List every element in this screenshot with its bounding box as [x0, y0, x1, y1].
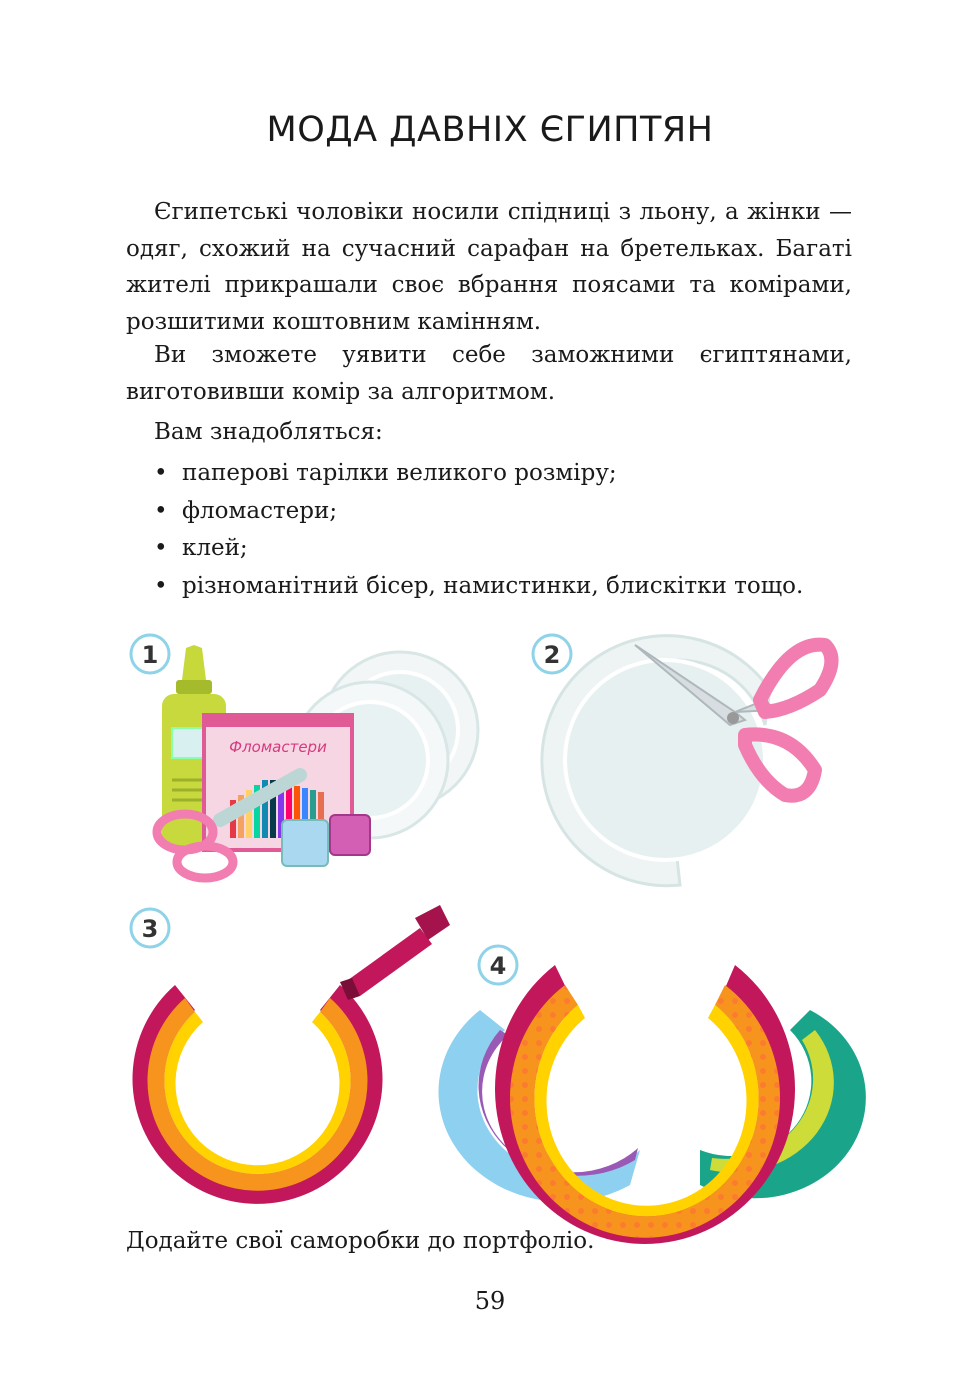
step-number: 1: [141, 641, 159, 669]
step-number: 2: [543, 641, 561, 669]
marker-icon: [340, 905, 450, 1000]
materials-heading: Вам знадобляться:: [154, 419, 383, 445]
intro-paragraph: Єгипетські чоловіки носили спідниці з льону, а жінки — одяг, схожий на сучасний сарафан на бретельках. Багаті жителі прикрашали своє вбрання поясами та комірами, розшитими коштовним камінням.: [126, 199, 852, 335]
bead-box-icon: [330, 815, 370, 855]
bead-box-icon: [282, 820, 328, 866]
list-item: • фломастери;: [154, 497, 338, 524]
instruction-paragraph: Ви зможете уявити себе заможними єгиптянами, виготовивши комір за алгоритмом.: [126, 342, 852, 405]
footer-note: Додайте свої саморобки до портфоліо.: [126, 1228, 595, 1254]
step-2-illustration: [533, 635, 831, 886]
svg-text:Фломастери: Фломастери: [229, 738, 327, 756]
step-number: 3: [141, 915, 159, 943]
list-item: • паперові тарілки великого розміру;: [154, 460, 617, 486]
step-1-illustration: [131, 635, 478, 878]
step-4-illustration: [438, 946, 865, 1244]
list-item: • різноманітний бісер, намистинки, блискітки тощо.: [154, 572, 804, 599]
step-number: 4: [489, 952, 507, 980]
page-title: МОДА ДАВНІХ ЄГИПТЯН: [266, 110, 714, 150]
page-number: 59: [474, 1287, 506, 1315]
list-item: • клей;: [154, 535, 248, 561]
step-3-illustration: [131, 905, 450, 1204]
